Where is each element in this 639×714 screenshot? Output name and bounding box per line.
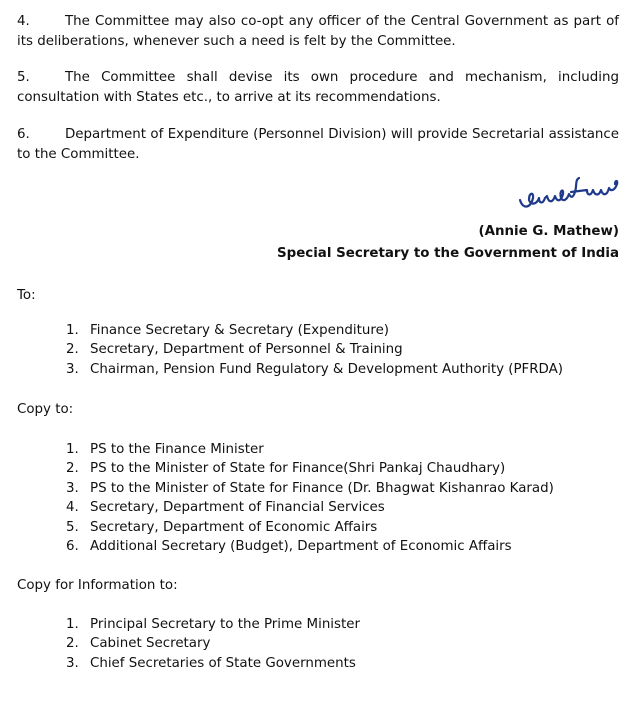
signatory-name: (Annie G. Mathew) (478, 224, 619, 239)
to-label: To: (17, 288, 36, 303)
paragraph-text: The Committee shall devise its own procedure and mechanism, including consultation with States etc., to arrive at its recommendations. (17, 70, 619, 105)
item-number: 3. (66, 480, 79, 496)
paragraph-4 (17, 12, 619, 52)
list-item (66, 537, 554, 556)
item-number: 2. (66, 342, 79, 358)
item-text: Principal Secretary to the Prime Minister (90, 617, 360, 632)
copy-info-label: Copy for Information to: (17, 578, 178, 593)
item-text: PS to the Minister of State for Finance(Shri Pankaj Chaudhary) (90, 461, 506, 477)
paragraph-text: Department of Expenditure (Personnel Division) will provide Secretarial assistance to the Committee. (17, 127, 619, 162)
item-number: 5. (66, 519, 79, 535)
list-item (66, 340, 563, 359)
signatory-title: Special Secretary to the Government of India (276, 246, 619, 261)
item-text: Secretary, Department of Financial Services (90, 500, 385, 516)
item-text: Chairman, Pension Fund Regulatory & Development Authority (PFRDA) (90, 361, 564, 377)
paragraph-6 (17, 125, 619, 165)
handwritten-signature (517, 170, 623, 214)
item-number: 6. (66, 538, 79, 554)
list-item (66, 498, 554, 517)
item-text: Secretary, Department of Economic Affairs (90, 519, 378, 535)
item-number: 1. (66, 442, 79, 457)
list-item (66, 440, 554, 459)
paragraph-number: 4. (17, 14, 30, 29)
list-item (66, 615, 360, 634)
item-number: 2. (66, 636, 79, 652)
paragraph-number: 5. (17, 70, 30, 85)
item-text: Chief Secretaries of State Governments (90, 655, 356, 671)
copy-to-label: Copy to: (17, 402, 74, 417)
list-item (66, 518, 554, 537)
list-item (66, 360, 563, 379)
item-number: 1. (66, 323, 79, 338)
list-item (66, 459, 554, 478)
list-item (66, 654, 360, 673)
item-number: 2. (66, 461, 79, 477)
item-number: 3. (66, 361, 79, 377)
paragraph-text: The Committee may also co-opt any officer of the Central Government as part of its deliberations, whenever such a need is felt by the Committee. (17, 14, 619, 49)
paragraph-number: 6. (17, 127, 30, 142)
list-item (66, 634, 360, 653)
to-list (66, 321, 563, 379)
item-number: 4. (66, 500, 79, 516)
item-text: Secretary, Department of Personnel & Training (90, 342, 403, 358)
list-item (66, 479, 554, 498)
item-text: PS to the Minister of State for Finance (Dr. Bhagwat Kishanrao Karad) (90, 480, 554, 496)
item-text: Finance Secretary & Secretary (Expenditure) (90, 323, 390, 338)
copy-to-list (66, 440, 554, 556)
item-text: PS to the Finance Minister (90, 442, 264, 457)
item-text: Cabinet Secretary (90, 636, 211, 652)
list-item (66, 321, 563, 340)
copy-info-list (66, 615, 360, 673)
item-text: Additional Secretary (Budget), Department of Economic Affairs (90, 538, 512, 554)
item-number: 3. (66, 655, 79, 671)
paragraph-5 (17, 68, 619, 108)
item-number: 1. (66, 617, 79, 632)
